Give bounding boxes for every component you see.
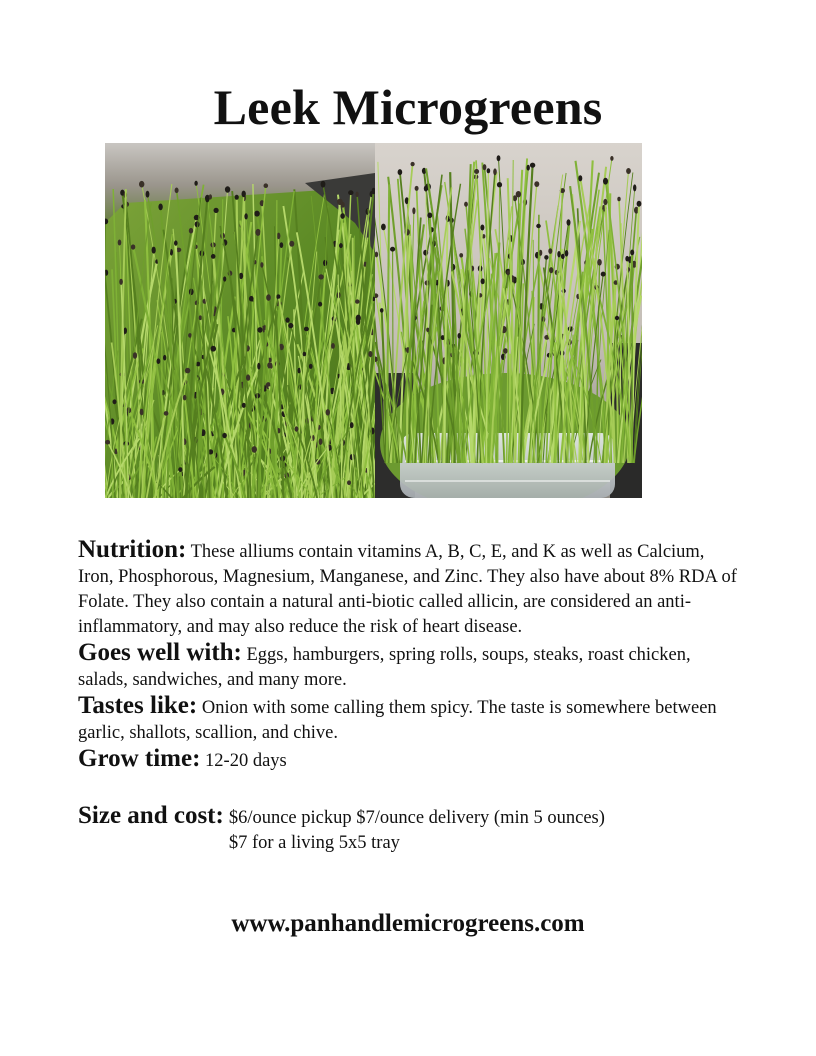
seed-hull [480,225,484,231]
seed-hull [603,199,607,205]
seed-hull [285,317,289,322]
seed-hull [637,201,642,207]
seed-hull [626,168,631,174]
seed-hull [242,191,246,198]
seed-hull [503,348,508,354]
seed-hull [557,251,560,257]
seed-hull [266,294,271,301]
tastes-text: Onion with some calling them spicy. The taste is somewhere between garlic, shallots, scallion, and chive. [78,698,717,743]
seed-hull [412,207,415,214]
seed-hull [189,228,193,234]
seed-hull [565,250,569,257]
seed-hull [133,352,137,359]
seed-hull [157,358,161,364]
seed-hull [630,250,634,256]
size-cost-label: Size and cost: [78,802,224,829]
seed-hull [158,204,162,211]
nutrition-label: Nutrition: [78,536,187,563]
seed-hull [474,169,479,174]
seed-hull [544,255,548,260]
seed-hull [194,181,197,186]
seed-hull [483,164,487,170]
seed-hull [427,213,432,219]
seed-hull [257,327,262,333]
seed-hull [506,270,509,275]
seed-hull [319,438,323,445]
seed-hull [288,323,293,328]
seed-hull [277,294,281,298]
seed-hull [625,256,629,262]
seed-hull [280,242,284,248]
seed-hull [309,364,313,369]
seed-hull [617,197,620,202]
seed-hull [536,224,541,228]
seed-hull [118,240,122,246]
seed-hull [178,467,182,472]
seed-hull [321,181,326,188]
seed-hull [146,191,150,198]
goes-well-label: Goes well with: [78,639,242,666]
seed-hull [487,168,491,173]
seed-hull [527,165,530,171]
grow-time-paragraph [78,746,738,774]
seed-hull [199,315,202,320]
seed-hull [326,409,330,415]
seed-hull [610,156,613,161]
seed-hull [163,355,166,361]
seed-hull [339,243,343,248]
seed-hull [164,411,169,416]
seed-hull [347,480,351,485]
size-cost-paragraph [78,803,738,856]
seed-hull [337,199,343,205]
seed-hull [516,191,521,197]
seed-hull [615,316,619,320]
seed-hull [185,368,190,374]
seed-hull [242,403,246,408]
seed-hull [295,426,299,431]
microgreens-tray-photo [105,143,375,498]
seed-hull [415,186,419,191]
goes-well-text: Eggs, hamburgers, spring rolls, soups, steaks, roast chicken, salads, sandwiches, and many more. [78,645,691,690]
grass-blade [555,342,556,463]
website-link[interactable]: www.panhandlemicrogreens.com [231,910,585,937]
seed-hull [368,351,372,357]
seed-hull [174,240,178,245]
seed-hull [183,395,187,401]
tastes-label: Tastes like: [78,692,198,719]
seed-hull [277,233,281,240]
seed-hull [424,186,428,192]
microgreens-container-photo [375,143,642,498]
seed-hull [235,195,239,200]
page-title: Leek Microgreens [213,79,603,135]
seed-hull [303,352,306,357]
seed-hull [246,374,250,380]
seed-hull [211,254,216,259]
seed-hull [175,188,179,194]
seed-hull [209,194,212,199]
seed-hull [255,229,260,236]
size-cost-lines [229,806,605,856]
grass-blade [162,332,163,498]
seed-hull [249,296,254,302]
seed-hull [398,169,403,175]
seed-hull [252,446,257,453]
tastes-paragraph [78,693,738,746]
seed-hull [481,278,485,284]
seed-hull [548,248,552,254]
seed-hull [264,183,269,188]
seed-hull [603,178,608,185]
seed-hull [223,276,226,281]
seed-hull [493,168,497,175]
seed-hull [260,262,263,268]
grow-time-text: 12-20 days [205,751,287,771]
spacer [78,774,738,803]
size-cost-line-2: $7 for a living 5x5 tray [228,833,400,853]
goes-well-paragraph [78,640,738,693]
seed-hull [105,440,110,445]
info-section [78,537,738,856]
seed-hull [214,208,219,213]
seed-hull [289,241,294,247]
seed-hull [244,213,247,219]
seed-hull [331,343,335,349]
seed-hull [458,333,461,339]
size-cost-line-1: $6/ounce pickup $7/ounce delivery (min 5 ounces) [228,808,605,828]
seed-hull [318,302,322,307]
seed-hull [497,182,502,187]
seed-hull [348,190,353,195]
seed-hull [254,211,260,217]
seed-hull [225,186,230,192]
seed-hull [152,247,156,254]
seed-hull [356,192,359,198]
seed-hull [257,363,260,370]
seed-hull [390,247,395,252]
seed-hull [423,250,428,256]
container-photo-graphic [375,143,642,498]
seed-hull [355,299,360,303]
seed-hull [119,279,123,285]
seed-hull [530,163,535,168]
seed-hull [411,162,415,166]
seed-hull [124,328,127,334]
seed-hull [459,253,463,257]
nutrition-text: These alliums contain vitamins A, B, C, E, and K as well as Calcium, Iron, Phosphorous, Magnesium, Manganese, and Zinc. They also have about 8% RDA of Folate. They also contain a natural anti-biotic called allicin, are considered an anti-inflammatory, and may also reduce the risk of heart disease. [78,542,737,637]
seed-hull [464,202,468,207]
seed-hull [578,175,582,181]
seed-hull [366,208,370,215]
seed-hull [318,274,323,279]
seed-hull [380,308,384,313]
seed-hull [131,244,135,249]
seed-hull [601,272,606,277]
seed-hull [222,433,227,438]
seed-hull [350,422,354,428]
seed-hull [549,267,553,273]
seed-hull [561,254,565,259]
seed-hull [113,399,117,404]
photo-pair [105,143,642,498]
seed-hull [304,327,309,332]
tray-photo-graphic [105,143,375,498]
nutrition-paragraph [78,537,738,640]
seed-hull [356,319,360,325]
seed-hull [497,155,501,161]
seed-hull [139,181,144,188]
seed-hull [381,224,386,231]
seed-hull [597,259,602,266]
seed-hull [205,197,209,203]
seed-hull [211,346,217,352]
seed-hull [534,181,539,187]
seed-hull [633,184,636,191]
seed-hull [267,362,272,368]
seed-hull [567,219,571,225]
seed-hull [140,409,144,416]
seed-hull [340,213,345,219]
grow-time-label: Grow time: [78,745,201,772]
